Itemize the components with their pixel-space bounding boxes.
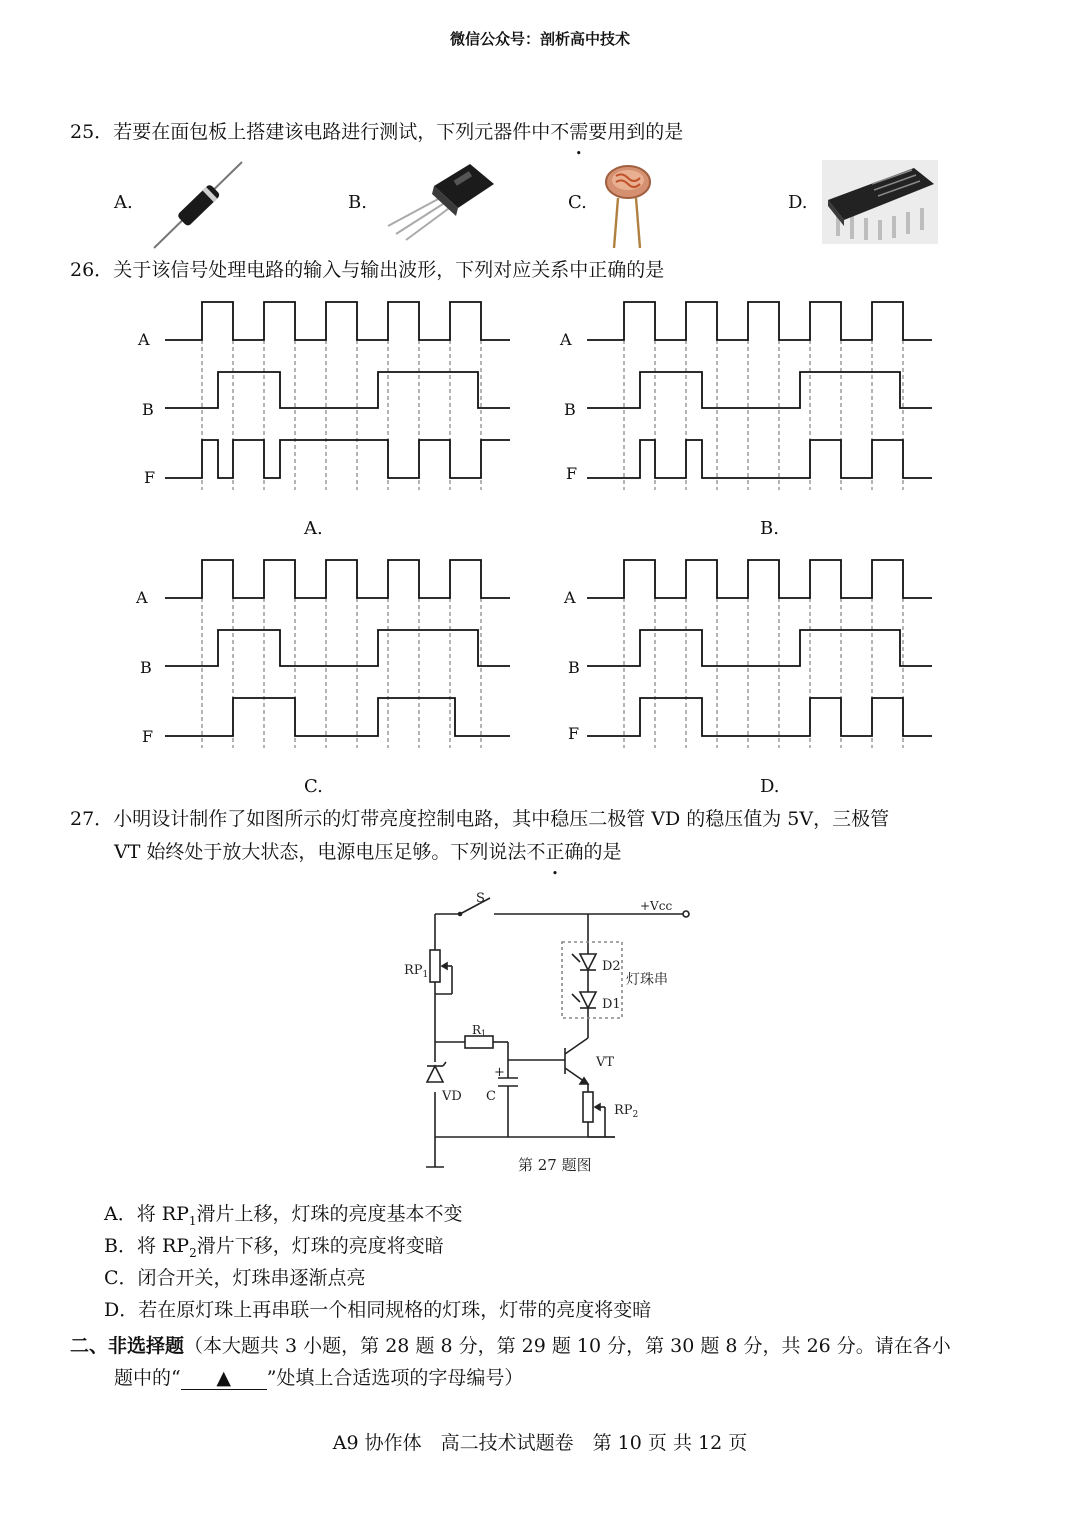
question-26: [70, 254, 664, 286]
signal-a-wave: [587, 560, 932, 598]
caption-option-b: B.: [760, 518, 779, 539]
waveform-option-b: [552, 292, 952, 496]
caption-option-d: D.: [760, 776, 780, 797]
signal-f-wave: [165, 698, 510, 736]
panel-c-label-f: F: [142, 727, 154, 746]
label-r1: R1: [472, 1023, 487, 1038]
question-27-emphasis: 不正确: [526, 841, 584, 863]
label-led-string: 灯珠串: [626, 972, 668, 988]
label-rp2: $RP_2$: [614, 1103, 639, 1120]
label-vcc: +Vcc: [640, 899, 673, 913]
signal-f-wave: [587, 440, 932, 478]
caption-option-c: C.: [304, 776, 323, 797]
panel-a-label-a: A: [138, 330, 150, 349]
q27-option-b-rest: 滑片下移，灯珠的亮度将变暗: [196, 1235, 444, 1257]
signal-b-wave: [165, 630, 510, 666]
q27-option-a-prefix: A．将 RP: [104, 1203, 189, 1225]
label-vt: VT: [596, 1055, 615, 1070]
section-2-desc-2-before: 题中的“: [114, 1367, 181, 1389]
label-d1: D1: [602, 997, 621, 1012]
q27-option-c: C．闭合开关，灯珠串逐渐点亮: [104, 1267, 366, 1289]
question-26-text: 关于该信号处理电路的输入与输出波形，下列对应关系中正确的是: [113, 259, 665, 281]
section-2-title: 二、非选择题: [70, 1335, 185, 1357]
answer-blank: ▲: [181, 1367, 267, 1390]
signal-b-wave: [587, 372, 932, 408]
circuit-diagram-q27: [390, 882, 700, 1182]
signal-b-wave: [165, 372, 510, 408]
q27-option-b-sub: 2: [189, 1245, 197, 1260]
waveform-option-c: [130, 550, 530, 754]
question-25-text-after: 用到的是: [607, 121, 684, 143]
transistor-component-image: [382, 160, 498, 242]
panel-a-label-f: F: [144, 468, 156, 487]
caption-option-a: A.: [304, 518, 323, 539]
question-27-number: 27．: [70, 808, 114, 830]
label-c: C: [486, 1089, 496, 1104]
section-2-desc-2-after: ”处填上合适选项的字母编号）: [266, 1367, 524, 1389]
q27-option-a-sub: 1: [188, 1213, 197, 1228]
waveform-option-a: [130, 292, 530, 496]
ic-chip-component-image: [822, 160, 938, 244]
panel-b-label-f: F: [566, 464, 578, 483]
panel-c-label-a: A: [136, 588, 148, 607]
label-capacitor-plus: +: [494, 1065, 505, 1080]
panel-b-label-a: A: [560, 330, 572, 349]
diode-component-image: [150, 158, 250, 252]
q27-option-a-rest: 滑片上移，灯珠的亮度基本不变: [196, 1203, 463, 1225]
section-2-line-1: [70, 1330, 951, 1362]
signal-f-wave: [165, 440, 510, 478]
panel-d-label-f: F: [568, 724, 580, 743]
signal-a-wave: [165, 302, 510, 340]
panel-c-label-b: B: [140, 658, 152, 677]
label-switch-s: S: [476, 891, 485, 906]
waveform-option-d: [552, 550, 952, 754]
label-rp1: $RP_1$: [404, 963, 429, 980]
question-25-text-before: 若要在面包板上搭建该电路进行测试，下列元器件中: [113, 121, 551, 143]
label-d2: D2: [602, 959, 621, 974]
panel-b-label-b: B: [564, 400, 576, 419]
q25-option-b-label: B.: [348, 192, 367, 213]
q25-option-d-label: D.: [788, 192, 808, 213]
q25-option-a-label: A.: [114, 192, 133, 213]
panel-d-label-b: B: [568, 658, 580, 677]
question-25-number: 25．: [70, 121, 114, 143]
figure-caption-q27: 第 27 题图: [518, 1156, 592, 1174]
signal-a-wave: [587, 302, 932, 340]
question-25: [70, 116, 683, 148]
photoresistor-component-image: [598, 160, 658, 250]
question-27-line-2: [114, 836, 621, 868]
question-25-emphasis: 不需要: [550, 121, 608, 143]
question-27-line-1: [70, 803, 889, 835]
question-27-text-2-before: VT 始终处于放大状态，电源电压足够。下列说法: [114, 841, 527, 863]
signal-b-wave: [587, 630, 932, 666]
question-26-number: 26．: [70, 259, 114, 281]
panel-d-label-a: A: [564, 588, 576, 607]
page-footer: A9 协作体 高二技术试题卷 第 10 页 共 12 页: [332, 1432, 748, 1454]
page-header: 微信公众号：剖析高中技术: [449, 30, 630, 48]
section-2-desc-1: （本大题共 3 小题，第 28 题 8 分，第 29 题 10 分，第 30 题 8 分，共 26 分。请在各小: [184, 1335, 951, 1357]
q27-option-b-prefix: B．将 RP: [104, 1235, 190, 1257]
panel-a-label-b: B: [142, 400, 154, 419]
signal-a-wave: [165, 560, 510, 598]
section-2-line-2: [114, 1362, 523, 1394]
q25-option-c-label: C.: [568, 192, 587, 213]
question-27-text-1: 小明设计制作了如图所示的灯带亮度控制电路，其中稳压二极管 VD 的稳压值为 5V，三极管: [113, 808, 890, 830]
signal-f-wave: [587, 698, 932, 736]
q27-option-d: D．若在原灯珠上再串联一个相同规格的灯珠，灯带的亮度将变暗: [104, 1299, 652, 1321]
label-vd: VD: [442, 1089, 462, 1104]
question-27-text-2-after: 的是: [583, 841, 622, 863]
